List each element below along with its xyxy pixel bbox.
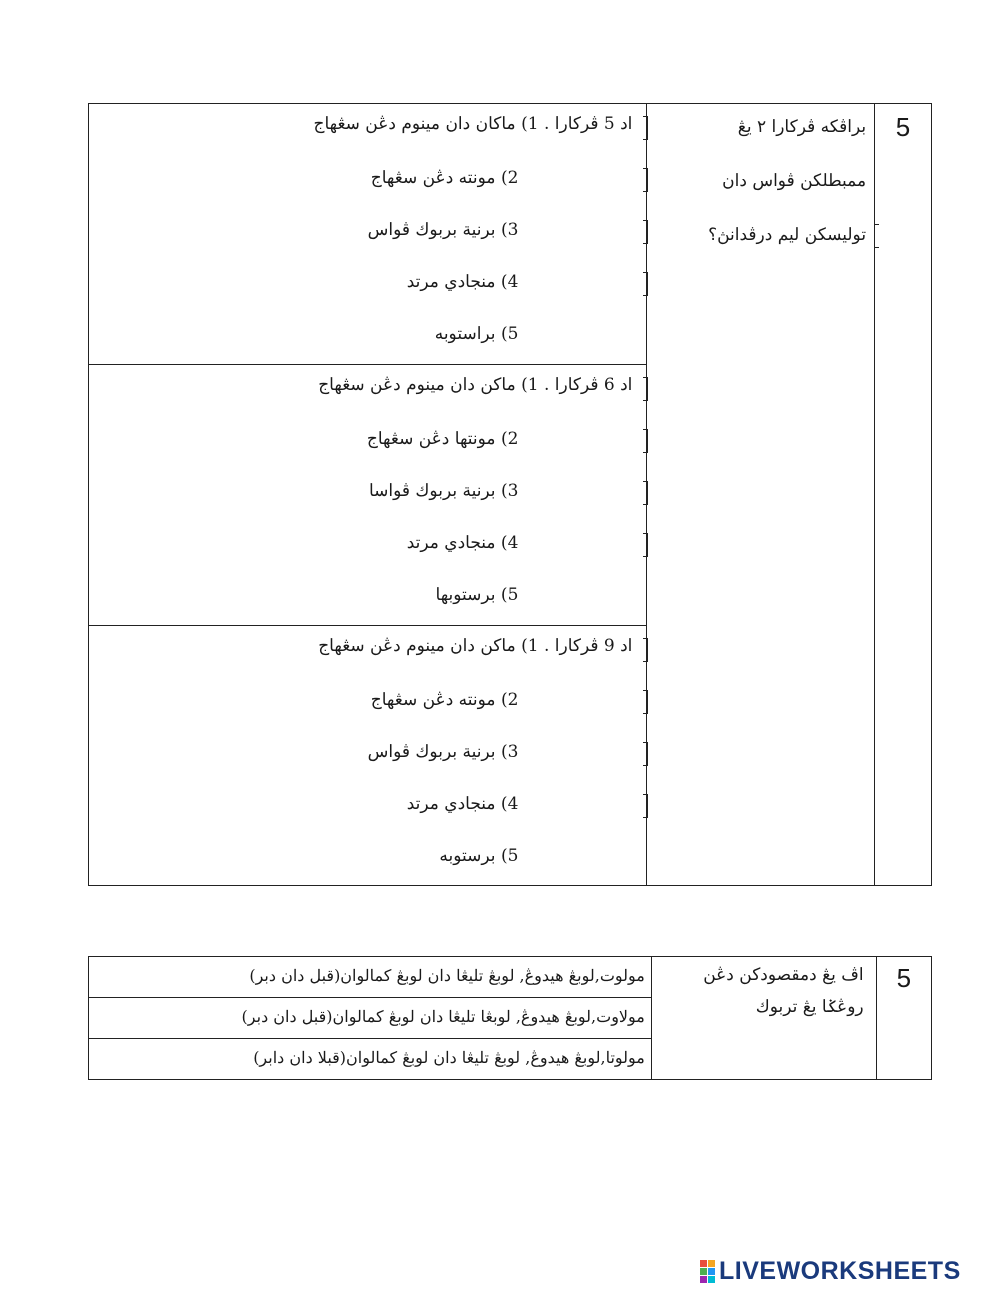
answer-line: 5) برستوبها <box>435 585 519 605</box>
prompt-line: ممبطلكن ڤواس دان <box>722 171 867 191</box>
option-1[interactable]: مولوت,لوبڠ هيدوڠ, لوبڠ تليڠا دان لوبڠ كمالوان(قبل دان دبر) <box>89 957 652 998</box>
answer-checkbox[interactable] <box>643 429 648 453</box>
answer-checkbox[interactable] <box>643 690 648 714</box>
logo-block <box>708 1260 715 1267</box>
answer-line: اد 5 ڤركارا . 1) ماكان دان مينوم دڠن سڠهاج <box>313 114 633 134</box>
liveworksheets-logo <box>700 1257 990 1285</box>
answer-line: 3) برنية بربوك ڤواسا <box>368 481 519 501</box>
answer-checkbox[interactable] <box>643 533 648 557</box>
answer-line: 4) منجادي مرتد <box>406 272 519 292</box>
answer-checkbox[interactable] <box>643 794 648 818</box>
answer-line: 5) براستوبه <box>434 324 519 344</box>
answer-line: 4) منجادي مرتد <box>406 794 519 814</box>
brand-name: LIVEWORKSHEETS <box>719 1256 961 1285</box>
answer-line: 3) برنية بربوك ڤواس <box>367 220 519 240</box>
answer-checkbox[interactable] <box>643 272 648 296</box>
answer-line: 2) مونته دڠن سڠهاج <box>370 690 519 710</box>
logo-block <box>700 1268 707 1275</box>
question-2-table <box>88 956 932 1080</box>
answer-line: 2) مونتها دڠن سڠهاج <box>366 429 519 449</box>
question-1-prompt <box>647 104 875 886</box>
answer-line: اد 9 ڤركارا . 1) ماكن دان مينوم دڠن سڠهاج <box>318 636 633 656</box>
question-2-number: 5 <box>876 957 931 1080</box>
answer-group-1 <box>89 104 647 365</box>
logo-block <box>700 1276 707 1283</box>
answer-line: 4) منجادي مرتد <box>406 533 519 553</box>
answer-checkbox[interactable] <box>643 377 648 401</box>
prompt-line: توليسكن ليم درڤدانڽ؟ <box>657 220 866 274</box>
option-3[interactable]: مولوتا,لوبڠ هيدوڠ, لوبڠ تليڠا دان لوبڠ كمالوان(قبلا دان دابر) <box>89 1039 652 1080</box>
question-1-number: 5 <box>875 104 932 886</box>
logo-block <box>708 1268 715 1275</box>
answer-checkbox[interactable] <box>643 116 648 140</box>
answer-checkbox[interactable] <box>643 638 648 662</box>
option-2[interactable]: مولاوت,لوبڠ هيدوڠ, لوبڠا تليڠا دان لوبڠ كمالوان(قبل دان دبر) <box>89 998 652 1039</box>
answer-checkbox[interactable] <box>643 481 648 505</box>
answer-checkbox[interactable] <box>643 168 648 192</box>
answer-group-2 <box>89 365 647 626</box>
logo-block <box>708 1276 715 1283</box>
answer-group-3 <box>89 626 647 886</box>
logo-block <box>700 1260 707 1267</box>
answer-line: 5) برستوبه <box>439 846 519 866</box>
answer-line: 2) مونته دڠن سڠهاج <box>370 168 519 188</box>
answer-checkbox[interactable] <box>643 742 648 766</box>
question-1-table <box>88 103 932 886</box>
answer-line: اد 6 ڤركارا . 1) ماكن دان مينوم دڠن سڠهاج <box>318 375 633 395</box>
answer-checkbox[interactable] <box>643 220 648 244</box>
answer-line: 3) برنية بربوك ڤواس <box>367 742 519 762</box>
question-2-prompt: اڤ يڠ دمقصودكن دڠن روڠݢا يڠ تربوك <box>651 957 876 1080</box>
prompt-line: براڤكه ڤركارا ٢ يڠ <box>737 117 867 137</box>
logo-icon <box>700 1260 715 1283</box>
